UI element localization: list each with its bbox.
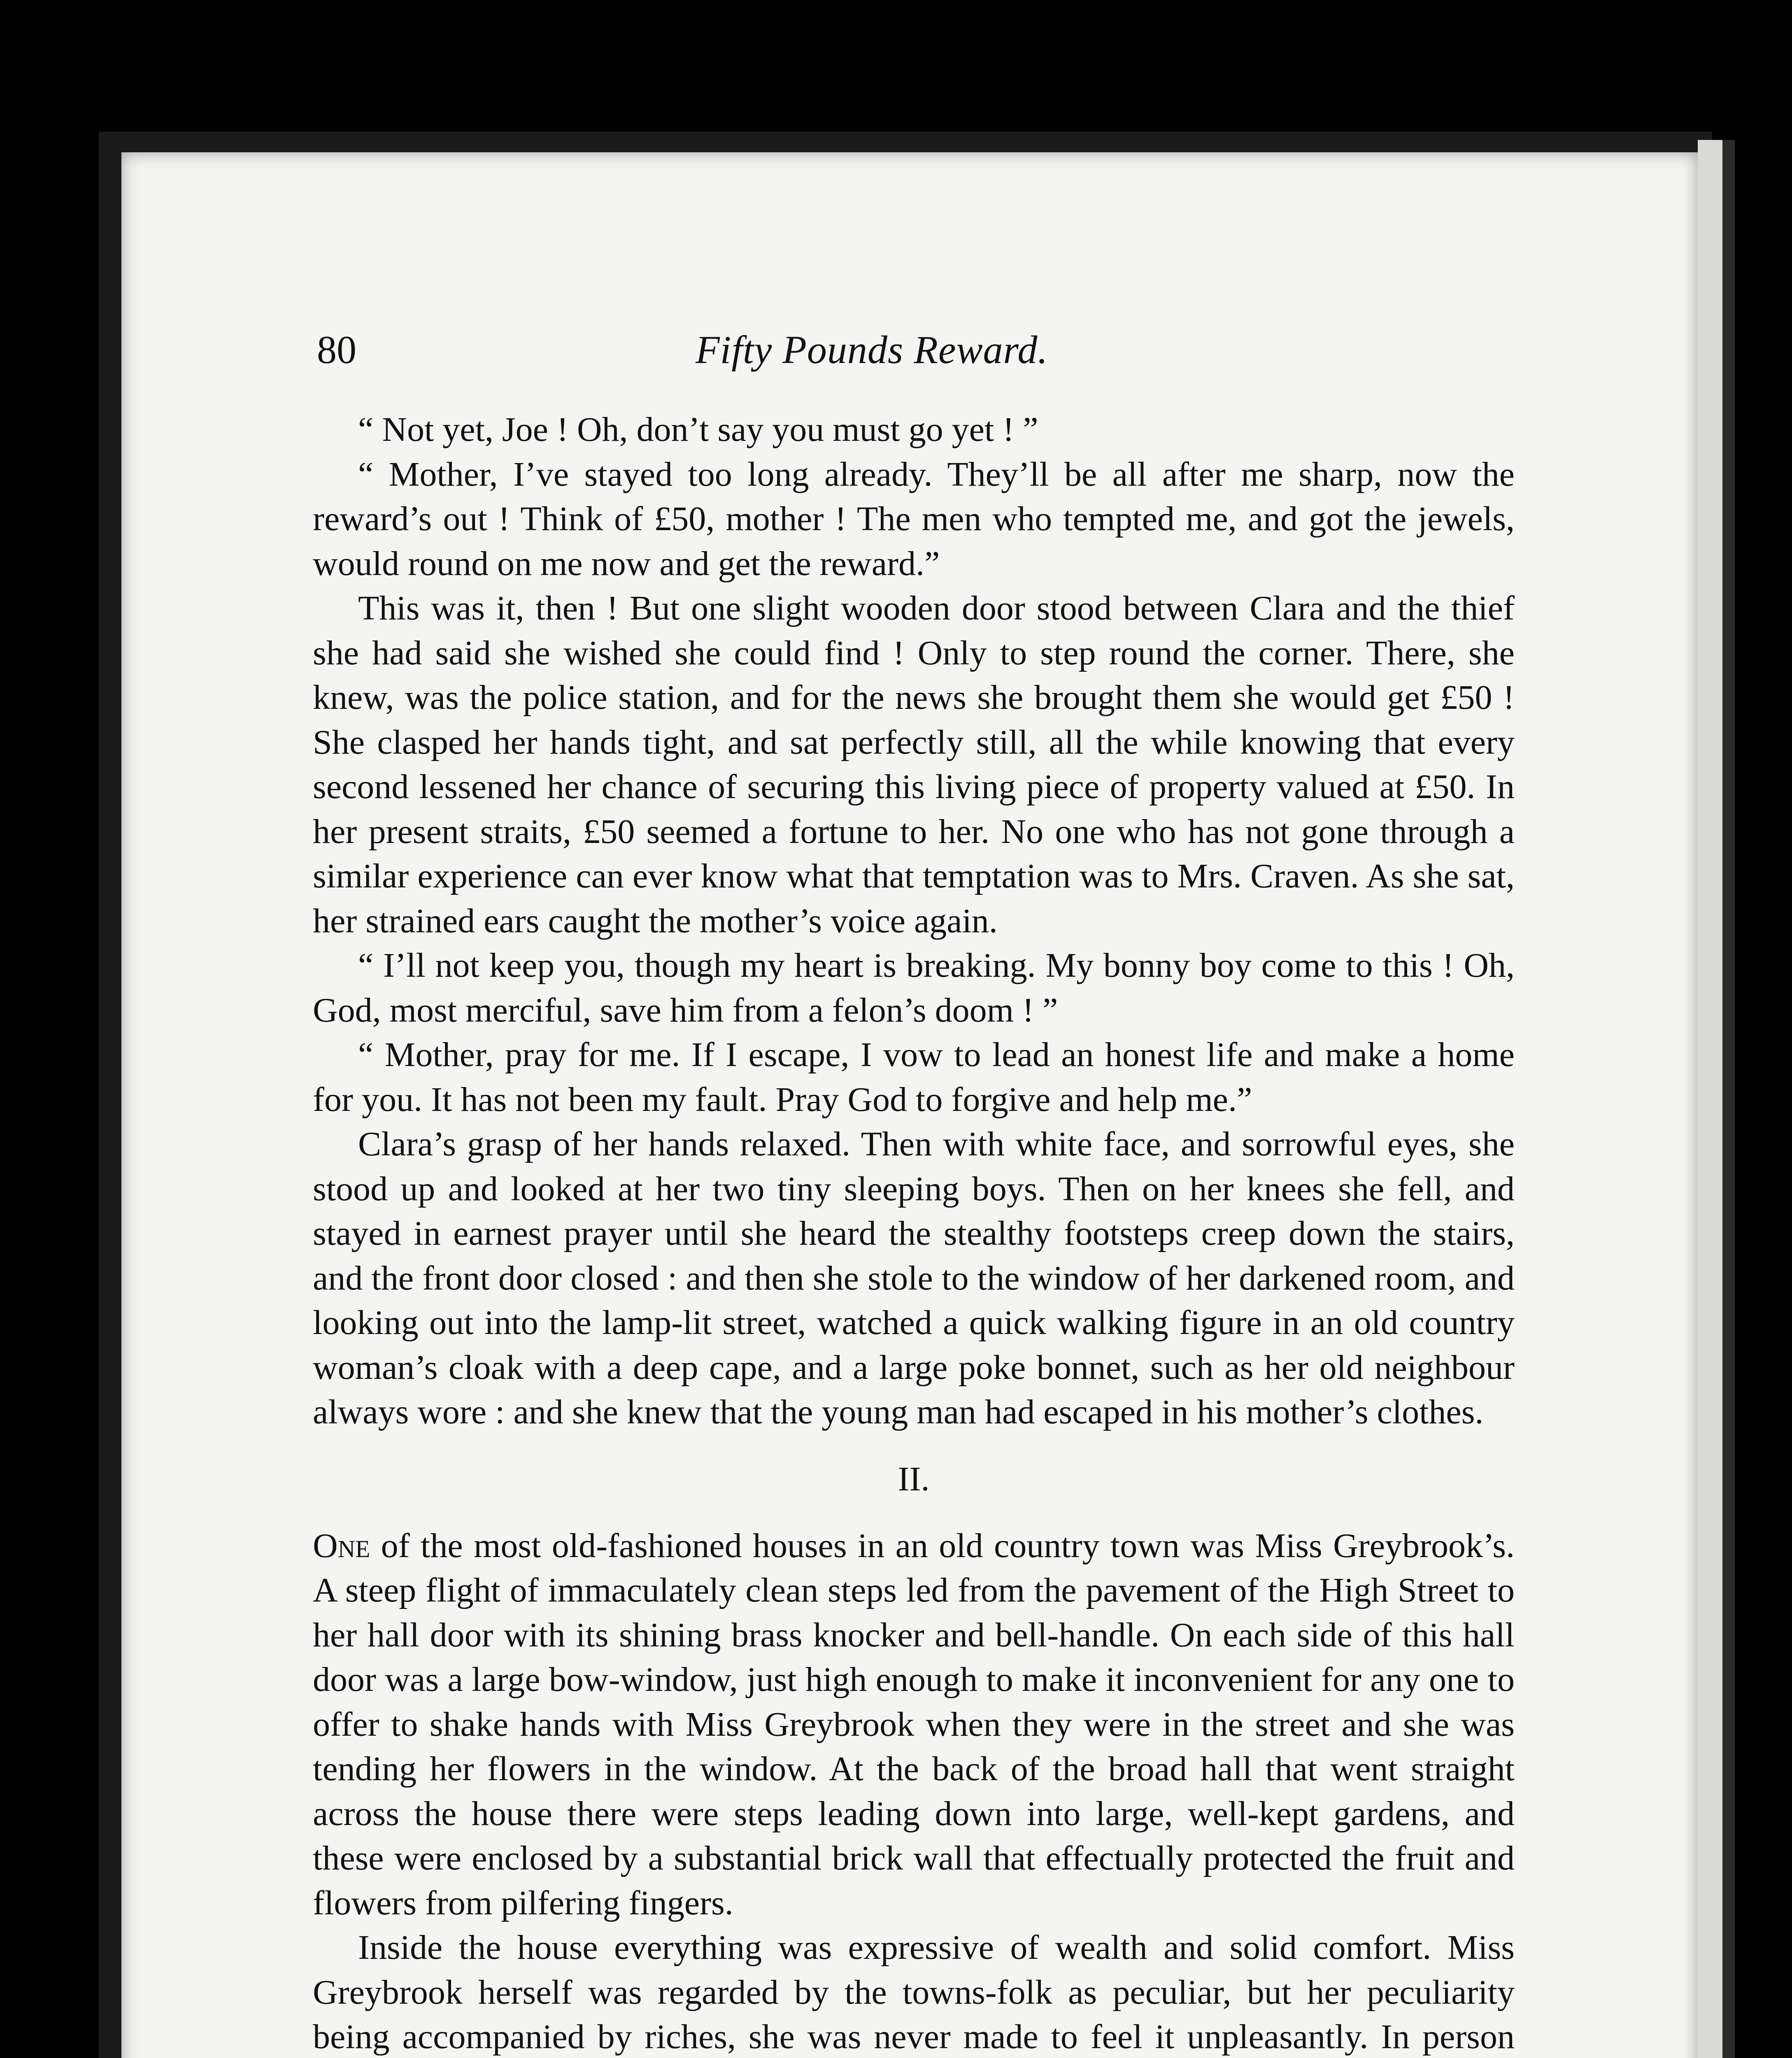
paragraph: Clara’s grasp of her hands relaxed. Then with white face, and sorrowful eyes, she stood up and looked at her two tiny sleeping boys. Then on her knees she fell, and stayed in earnest prayer until she heard the stealthy footsteps creep down the stairs, and the front door closed : and then she stole to the window of her darkened room, and looking out into the lamp-lit street, watched a quick walking figure in an old country woman’s cloak with a deep cape, and a large poke bonnet, such as her old neighbour always wore : and she knew that the young man had escaped in his mother’s clothes.: [313, 1125, 1515, 1431]
paragraph: “ Mother, pray for me. If I escape, I vow to lead an honest life and make a home for you. It has not been my fault. Pray God to forgive and help me.”: [313, 1036, 1515, 1119]
section-first-paragraph: [313, 1524, 1515, 1926]
paragraph: “ I’ll not keep you, though my heart is breaking. My bonny boy come to this ! Oh, God, most merciful, save him from a felon’s doom ! ”: [313, 946, 1515, 1029]
page-number: 80: [317, 328, 356, 372]
section-heading: II.: [898, 1460, 930, 1498]
paragraph: “ Not yet, Joe ! Oh, don’t say you must go yet ! ”: [358, 410, 1038, 449]
paragraph: “ Mother, I’ve stayed too long already. They’ll be all after me sharp, now the reward’s out ! Think of £50, mother ! The men who tempted me, and got the jewels, would round on me now and get the reward.”: [313, 455, 1515, 583]
page-header: [317, 325, 1510, 375]
paragraph: Inside the house everything was expressive of wealth and solid comfort. Miss Greybrook herself was regarded by the towns-folk as peculiar, but her peculiarity being accompanied by riches, she was never made to feel it unpleasantly. In person: [313, 1928, 1515, 2056]
paragraph: This was it, then ! But one slight wooden door stood between Clara and the thief she had said she wished she could find ! Only to step round the corner. There, she knew, was the police station, and for the news she brought them she would get £50 ! She clasped her hands tight, and sat perfectly still, all the while knowing that every second lessened her chance of securing this living piece of property valued at £50. In her present straits, £50 seemed a fortune to her. No one who has not gone through a similar experience can ever know what that temptation was to Mrs. Craven. As she sat, her strained ears caught the mother’s voice again.: [313, 589, 1515, 940]
page-body-text: [313, 407, 1515, 2058]
gutter-shadow: [1722, 140, 1735, 2058]
next-page-edge: [1698, 140, 1722, 2058]
section-opening-word: One: [313, 1526, 370, 1565]
running-title: Fifty Pounds Reward.: [696, 328, 1048, 372]
section-first-paragraph-text: of the most old-fashioned houses in an old country town was Miss Greybrook’s. A steep flight of immaculately clean steps led from the pavement of the High Street to her hall door with its shining brass knocker and bell-handle. On each side of this hall door was a large bow-window, just high enough to make it inconvenient for any one to offer to shake hands with Miss Greybrook when they were in the street and she was tending her flowers in the window. At the back of the broad hall that went straight across the house there were steps leading down into large, well-kept gardens, and these were enclosed by a substantial brick wall that effectually protected the fruit and flowers from pilfering fingers.: [313, 1526, 1515, 1922]
